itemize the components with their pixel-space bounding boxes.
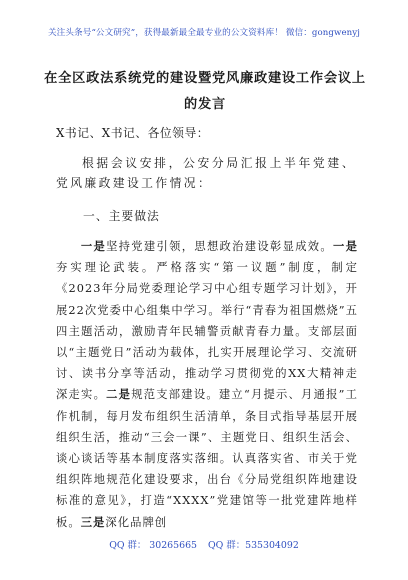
body-text-4: 深化品牌创 (105, 515, 168, 529)
intro-paragraph: 根据会议安排，公安分局汇报上半年党建、党风廉政建设工作情况： (56, 156, 356, 190)
salutation: X书记、X书记、各位领导： (56, 126, 210, 140)
lead-marker-4: 三是 (80, 514, 106, 529)
document-title: 在全区政法系统党的建设暨党风廉政建设工作会议上的发言 (44, 71, 366, 112)
body-text-3: 规范支部建设。建立“月提示、月通报”工作机制，每月发布组织生活清单，条目式指导基层开展组织生活，推动“三会一课”、主题党日、组织生活会、谈心谈话等基本制度落实落细。认真落实省、市关于党组织阵地规范化建设要求，出台《分局党组织阵地建设标准的意见》，打造“XXXX”党建馆等一批党建阵地样板。 (56, 388, 358, 529)
header-banner: 关注头条号“公文研究”，获得最新最全最专业的公文资料库！ 微信：gongwenyj (47, 28, 361, 38)
lead-marker-3: 二是 (106, 387, 132, 402)
lead-marker-1: 一是 (80, 239, 107, 253)
footer-qq-group-2: QQ 群：535304092 (208, 540, 299, 551)
body-text-1: 坚持党建引领，思想政治建设彰显成效。 (106, 240, 334, 253)
footer-qq-group-1: QQ 群： 30265665 (109, 540, 198, 551)
section-heading: 一、主要做法 (83, 209, 160, 223)
body-text-2: 夯实理论武装。严格落实“第一议题”制度，制定《2023年分局党委理论学习中心组专题学习计划》，开展22次党委中心组集中学习。举行“青春为祖国燃烧”五四主题活动，激励青年民辅警贡献青春力量。支部层面以“主题党日”活动为载体，扎实开展理论学习、交流研讨、读书分享等活动，推动学习贯彻党的XX大精神走深走实。 (56, 261, 358, 402)
footer (0, 537, 408, 551)
body-paragraph (56, 236, 358, 533)
lead-marker-2: 一是 (333, 239, 358, 253)
